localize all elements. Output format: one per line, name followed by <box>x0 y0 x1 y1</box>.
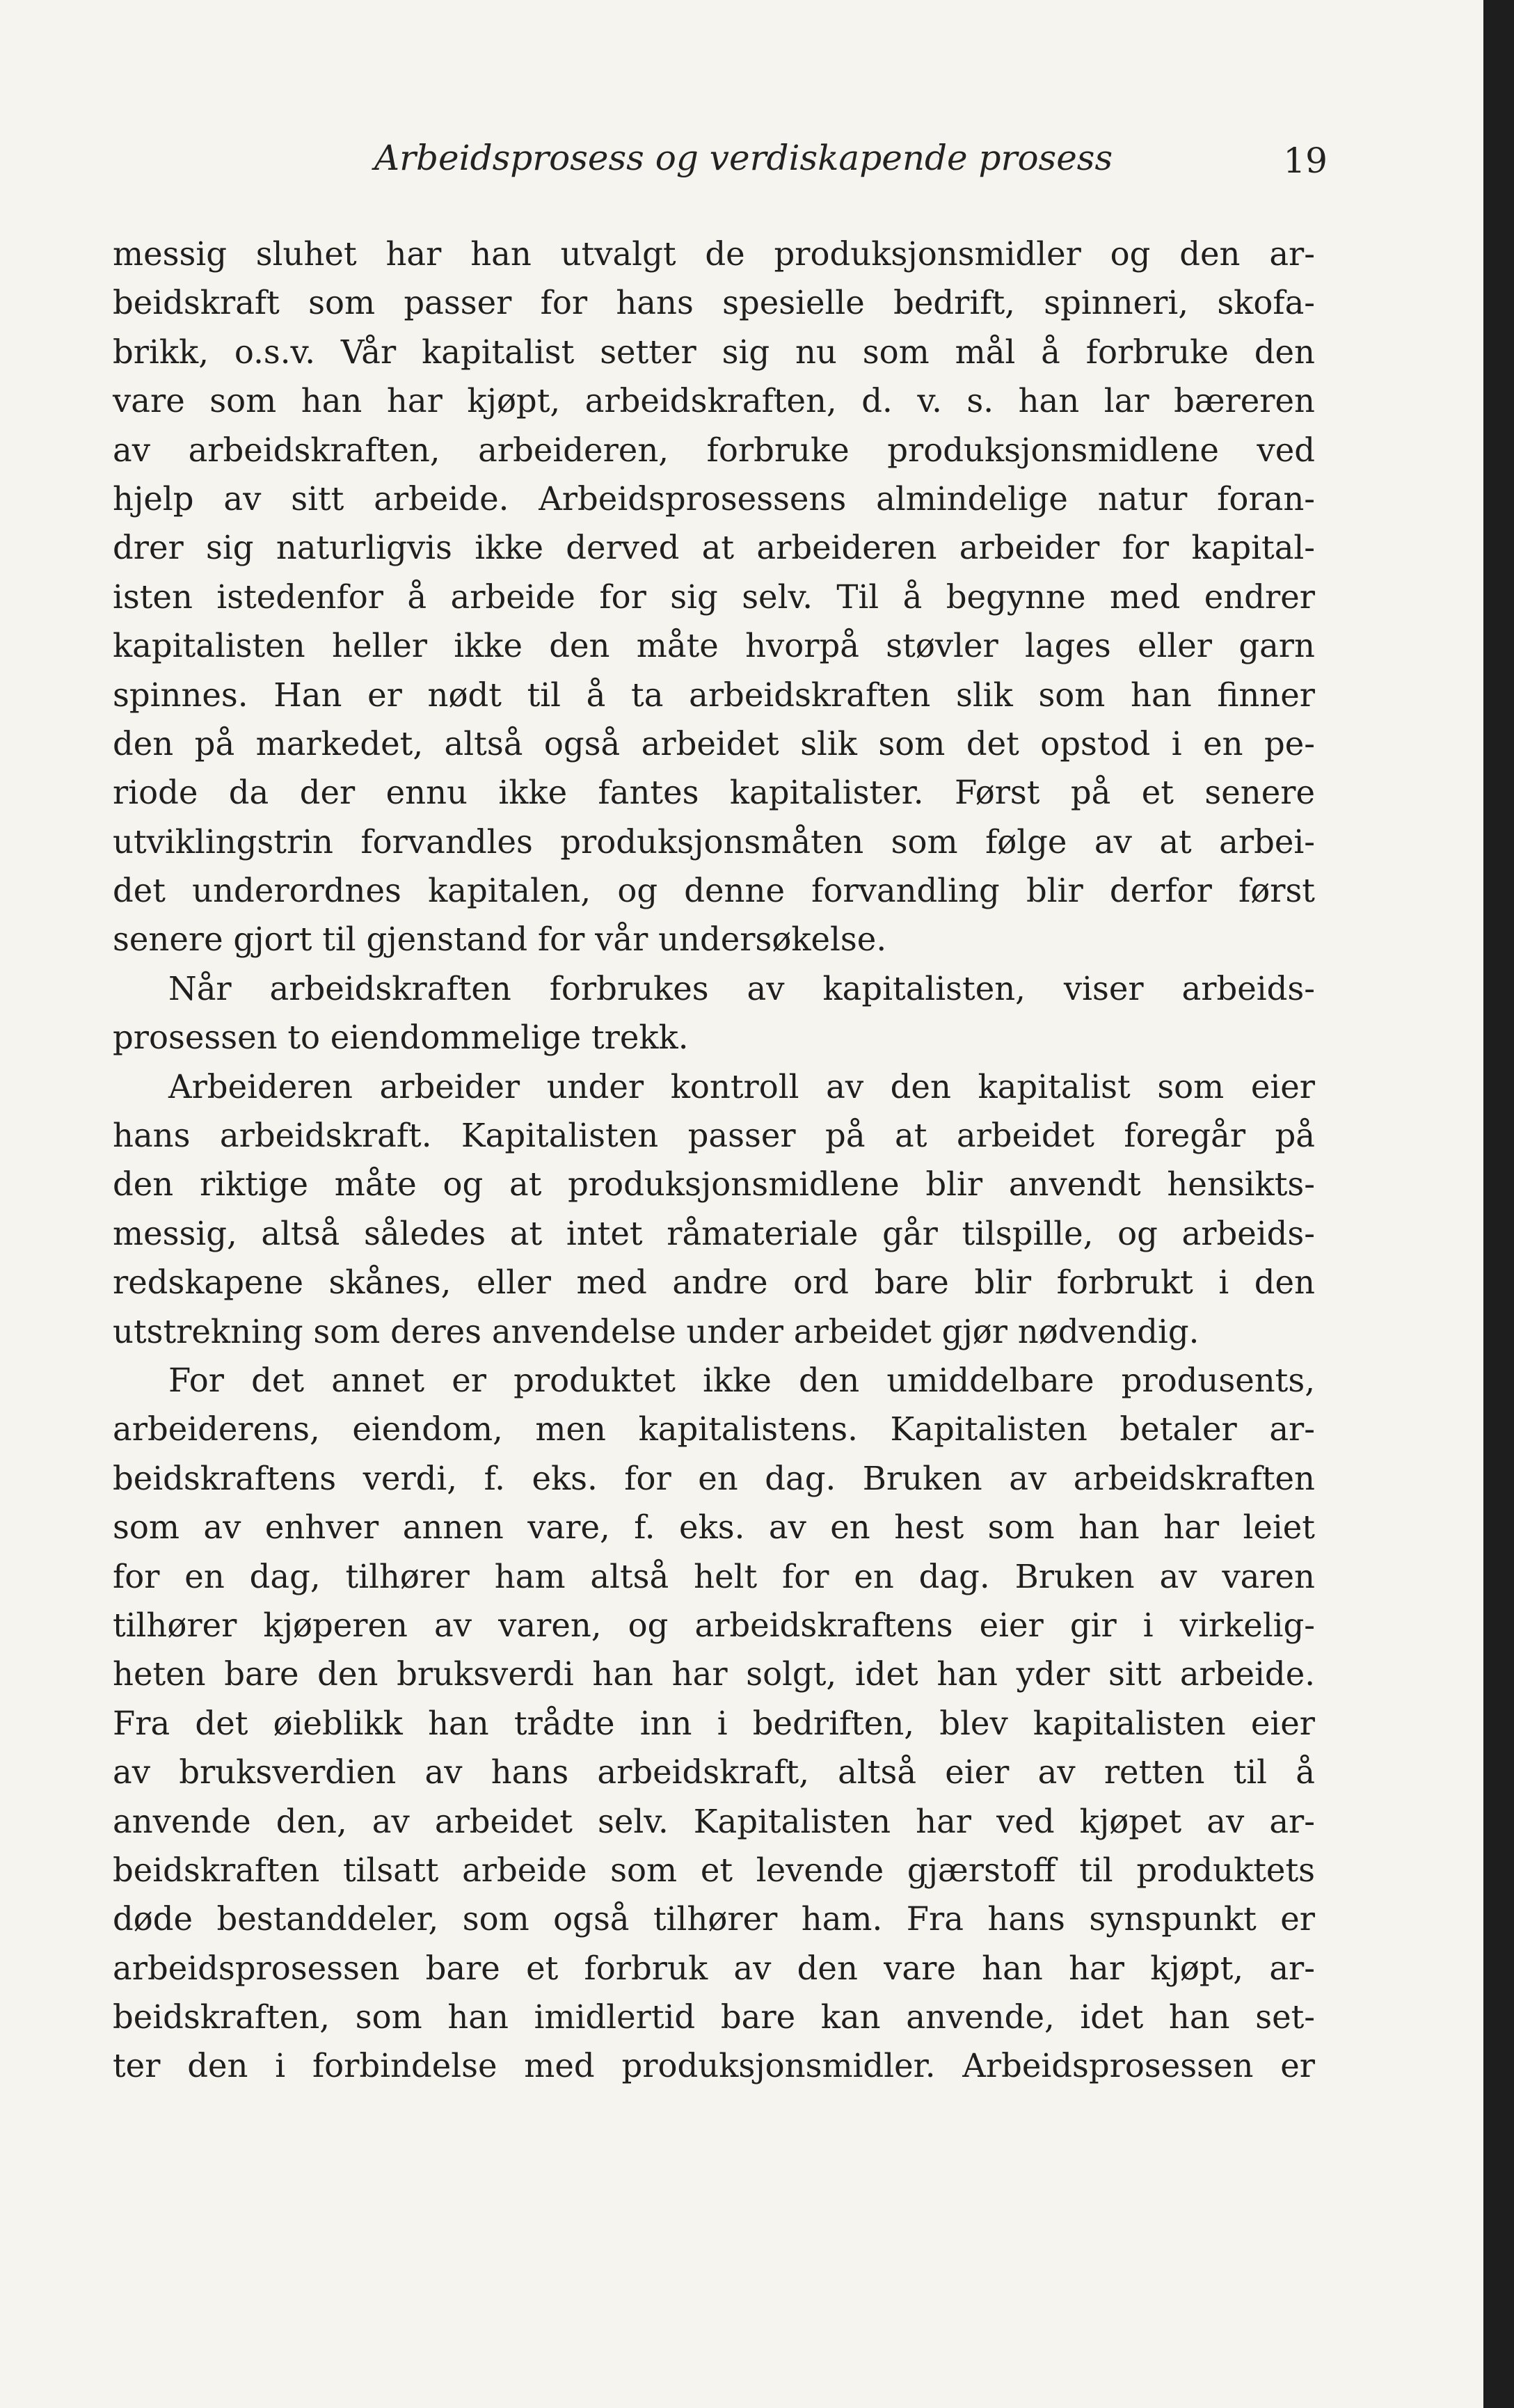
text-line: messig sluhet har han utvalgt de produksjonsmidler og den ar- <box>113 235 1315 273</box>
paragraph <box>113 964 1315 1062</box>
text-line: ter den i forbindelse med produksjonsmidler. Arbeidsprosessen er <box>113 2047 1315 2085</box>
paragraph <box>113 230 1315 964</box>
paragraph <box>113 1356 1315 2091</box>
text-line: tilhører kjøperen av varen, og arbeidskraftens eier gir i virkelig- <box>113 1606 1315 1644</box>
text-line: messig, altså således at intet råmateriale går tilspille, og arbeids- <box>113 1214 1315 1252</box>
text-line: drer sig naturligvis ikke derved at arbeideren arbeider for kapital- <box>113 529 1315 567</box>
text-line: riode da der ennu ikke fantes kapitalister. Først på et senere <box>113 774 1315 812</box>
text-line: utstrekning som deres anvendelse under arbeidet gjør nødvendig. <box>113 1312 1200 1350</box>
text-line: senere gjort til gjenstand for vår undersøkelse. <box>113 920 887 959</box>
text-line: den på markedet, altså også arbeidet slik som det opstod i en pe- <box>113 724 1315 763</box>
text-line: Når arbeidskraften forbrukes av kapitalisten, viser arbeids- <box>168 969 1315 1007</box>
text-line: kapitalisten heller ikke den måte hvorpå støvler lages eller garn <box>113 627 1315 665</box>
running-title: Arbeidsprosess og verdiskapende prosess <box>374 138 1113 178</box>
text-line: av arbeidskraften, arbeideren, forbruke produksjonsmidlene ved <box>113 431 1315 469</box>
text-line: beidskraften, som han imidlertid bare kan anvende, idet han set- <box>113 1998 1315 2036</box>
text-line: av bruksverdien av hans arbeidskraft, altså eier av retten til å <box>113 1753 1315 1792</box>
text-line: den riktige måte og at produksjonsmidlene blir anvendt hensikts- <box>113 1165 1315 1204</box>
body-text <box>113 230 1315 2091</box>
text-line: beidskraften tilsatt arbeide som et levende gjærstoff til produktets <box>113 1851 1315 1889</box>
text-line: anvende den, av arbeidet selv. Kapitalisten har ved kjøpet av ar- <box>113 1802 1315 1840</box>
text-line: redskapene skånes, eller med andre ord bare blir forbrukt i den <box>113 1263 1315 1302</box>
text-line: for en dag, tilhører ham altså helt for en dag. Bruken av varen <box>113 1557 1315 1595</box>
text-line: spinnes. Han er nødt til å ta arbeidskraften slik som han finner <box>113 676 1315 714</box>
text-line: hans arbeidskraft. Kapitalisten passer på at arbeidet foregår på <box>113 1117 1315 1155</box>
text-line: som av enhver annen vare, f. eks. av en hest som han har leiet <box>113 1508 1315 1547</box>
text-line: døde bestanddeler, som også tilhører ham. Fra hans synspunkt er <box>113 1900 1315 1938</box>
text-line: arbeiderens, eiendom, men kapitalistens. Kapitalisten betaler ar- <box>113 1410 1315 1449</box>
text-line: brikk, o.s.v. Vår kapitalist setter sig nu som mål å forbruke den <box>113 333 1315 371</box>
text-line: prosessen to eiendommelige trekk. <box>113 1019 689 1057</box>
text-line: Fra det øieblikk han trådte inn i bedriften, blev kapitalisten eier <box>113 1704 1315 1742</box>
text-line: det underordnes kapitalen, og denne forvandling blir derfor først <box>113 872 1315 910</box>
text-line: beidskraftens verdi, f. eks. for en dag. Bruken av arbeidskraften <box>113 1459 1315 1497</box>
text-line: Arbeideren arbeider under kontroll av den kapitalist som eier <box>168 1067 1315 1106</box>
page-header <box>374 138 1328 193</box>
text-line: hjelp av sitt arbeide. Arbeidsprosessens almindelige natur foran- <box>113 479 1315 518</box>
text-line: utviklingstrin forvandles produksjonsmåten som følge av at arbei- <box>113 822 1315 861</box>
text-line: isten istedenfor å arbeide for sig selv. Til å begynne med endrer <box>113 577 1315 616</box>
text-line: heten bare den bruksverdi han har solgt, idet han yder sitt arbeide. <box>113 1655 1315 1693</box>
text-line: For det annet er produktet ikke den umiddelbare produsents, <box>168 1361 1315 1399</box>
page-number: 19 <box>1283 141 1328 181</box>
text-line: arbeidsprosessen bare et forbruk av den vare han har kjøpt, ar- <box>113 1949 1315 1987</box>
paragraph <box>113 1062 1315 1356</box>
text-line: beidskraft som passer for hans spesielle bedrift, spinneri, skofa- <box>113 284 1315 322</box>
text-line: vare som han har kjøpt, arbeidskraften, d. v. s. han lar bæreren <box>113 382 1315 420</box>
